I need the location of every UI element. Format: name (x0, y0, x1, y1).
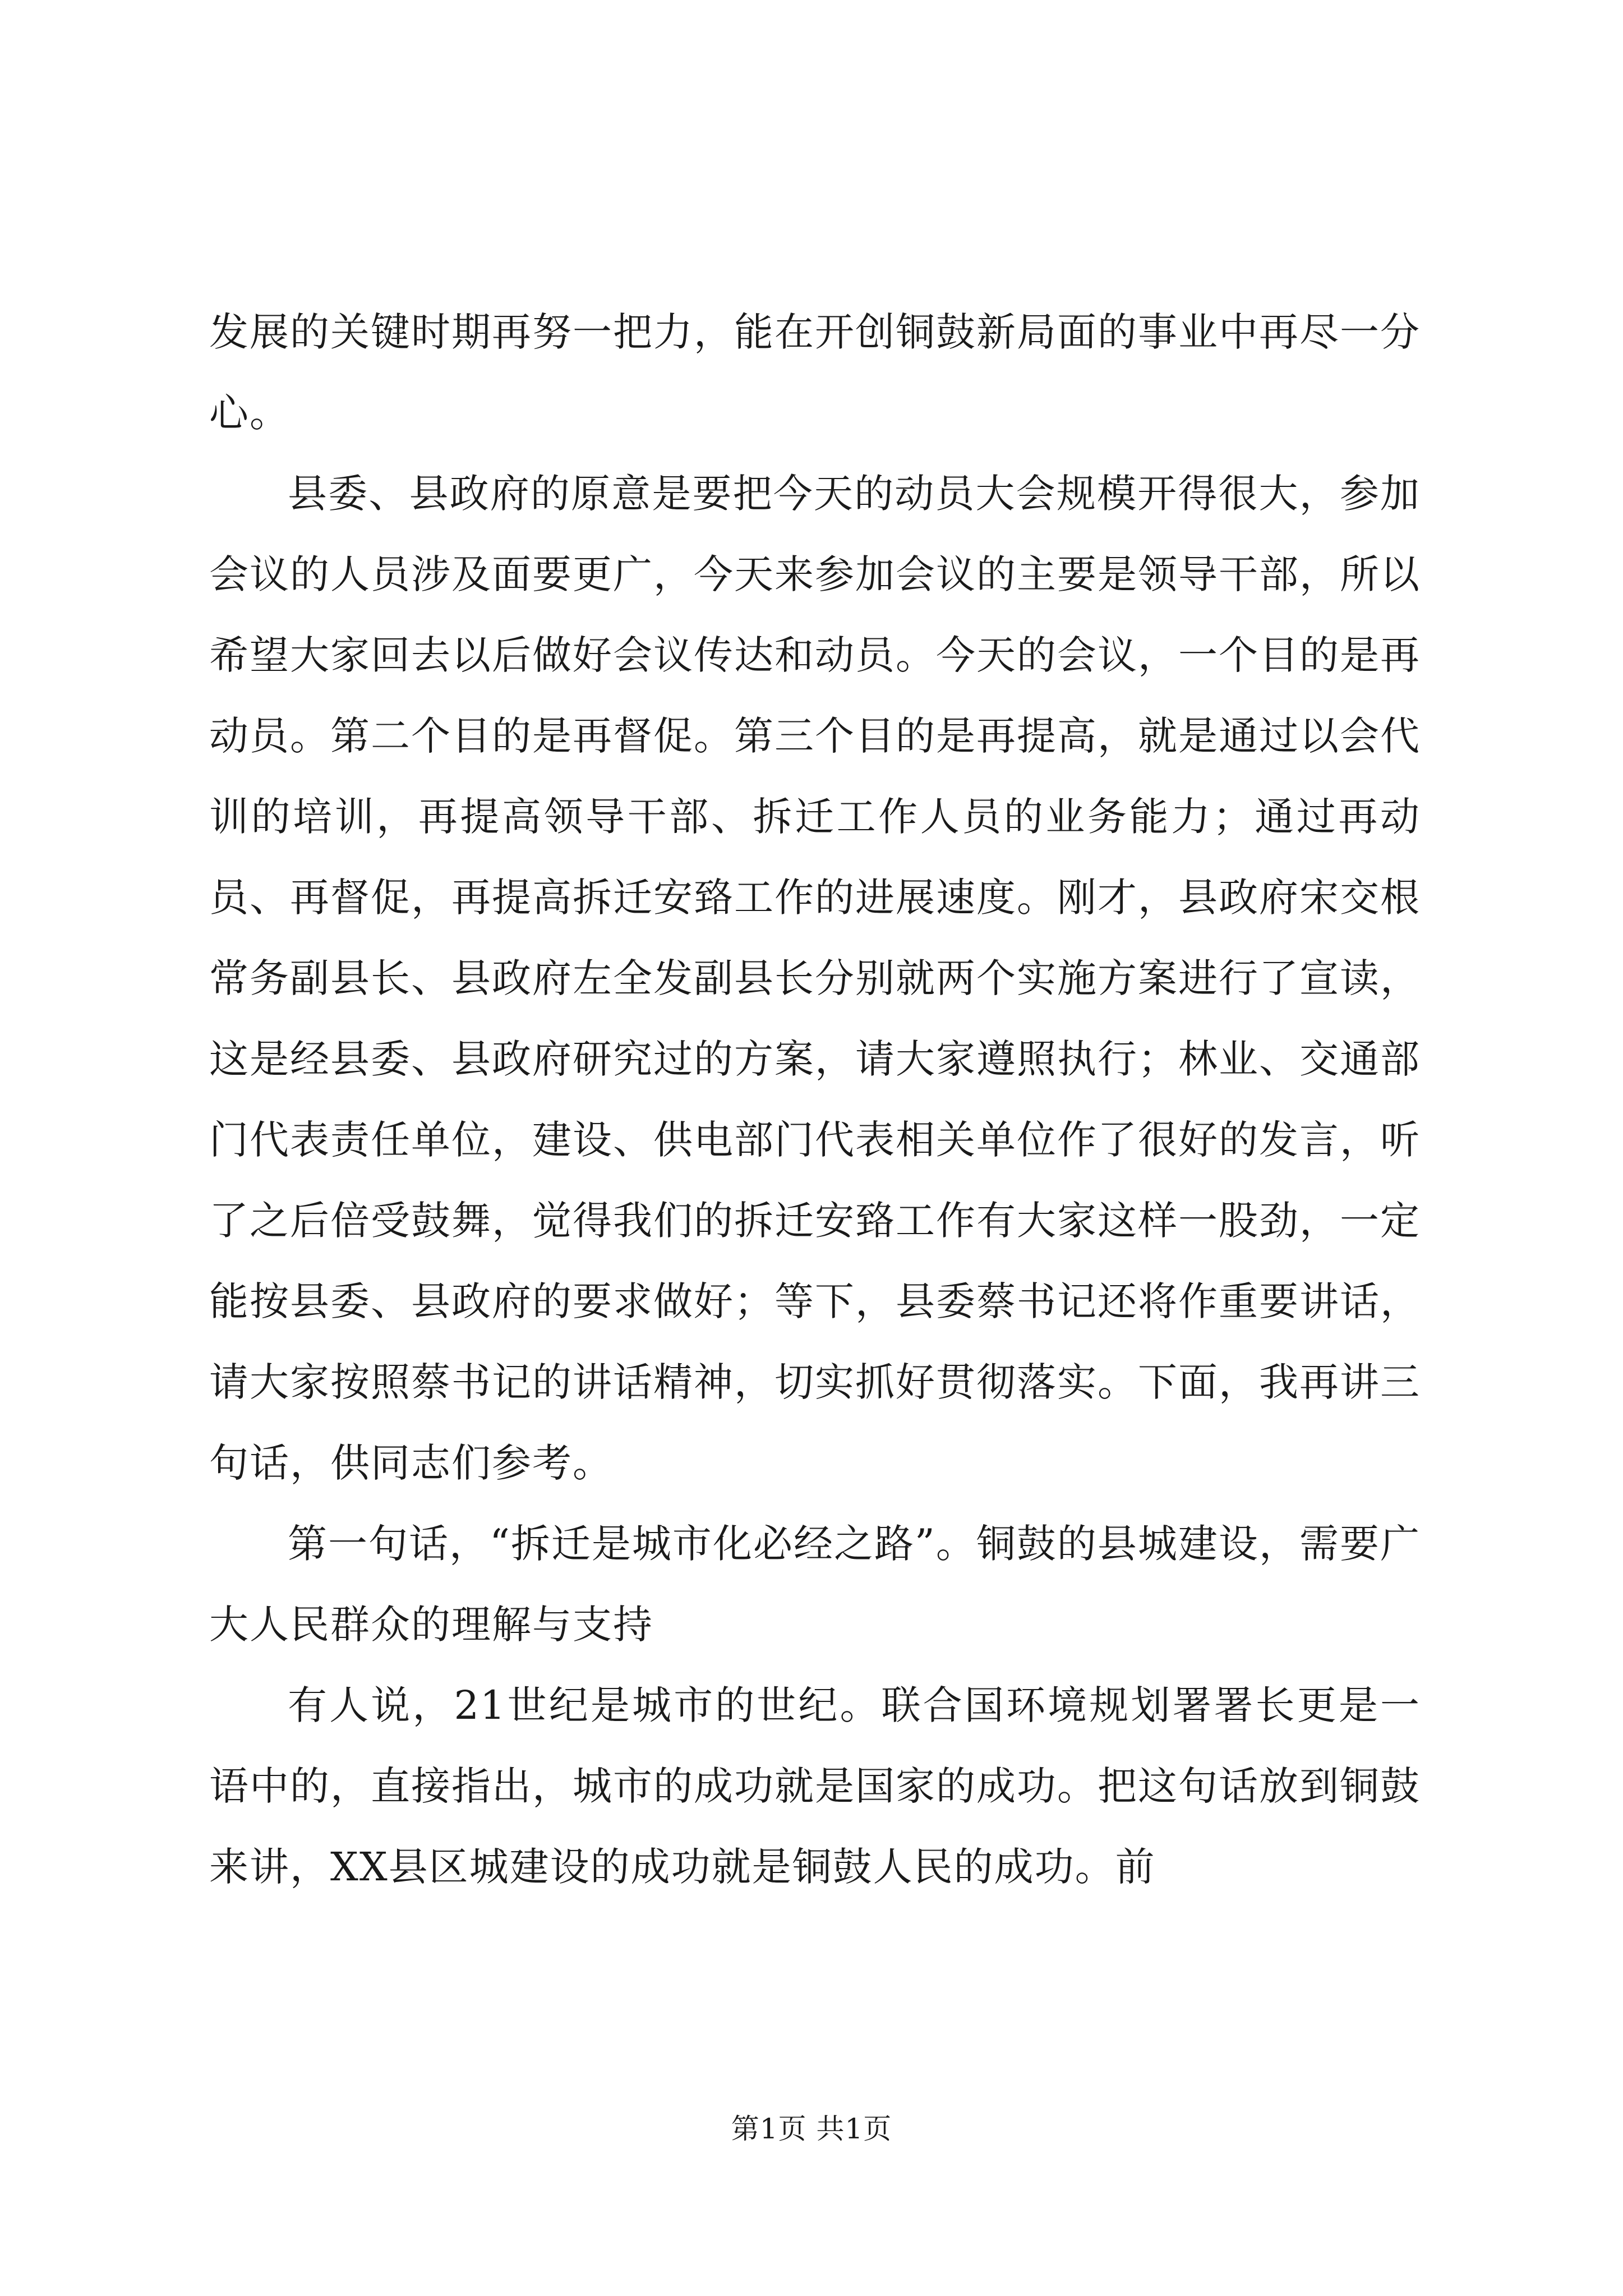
paragraph-3: 第一句话，“拆迁是城市化必经之路”。铜鼓的县城建设，需要广大人民群众的理解与支持 (209, 1521, 1421, 1648)
paragraph-4: 有人说，21世纪是城市的世纪。联合国环境规划署署长更是一语中的，直接指出，城市的成功就是国家的成功。把这句话放到铜鼓来讲，XX县区城建设的成功就是铜鼓人民的成功。前 (209, 1682, 1421, 1890)
paragraph-2: 县委、县政府的原意是要把今天的动员大会规模开得很大，参加会议的人员涉及面要更广，今天来参加会议的主要是领导干部，所以希望大家回去以后做好会议传达和动员。今天的会议，一个目的是再动员。第二个目的是再督促。第三个目的是再提高，就是通过以会代训的培训，再提高领导干部、拆迁工作人员的业务能力；通过再动员、再督促，再提高拆迁安臵工作的进展速度。刚才，县政府宋交根常务副县长、县政府左全发副县长分别就两个实施方案进行了宣读，这是经县委、县政府研究过的方案，请大家遵照执行；林业、交通部门代表责任单位，建设、供电部门代表相关单位作了很好的发言，听了之后倍受鼓舞，觉得我们的拆迁安臵工作有大家这样一股劲，一定能按县委、县政府的要求做好；等下，县委蔡书记还将作重要讲话，请大家按照蔡书记的讲话精神，切实抓好贯彻落实。下面，我再讲三句话，供同志们参考。 (209, 471, 1421, 1486)
page-footer: 第1页 共1页 (731, 2113, 892, 2145)
paragraph-1: 发展的关键时期再努一把力，能在开创铜鼓新局面的事业中再尽一分心。 (209, 309, 1421, 436)
document-body (209, 292, 1421, 1907)
